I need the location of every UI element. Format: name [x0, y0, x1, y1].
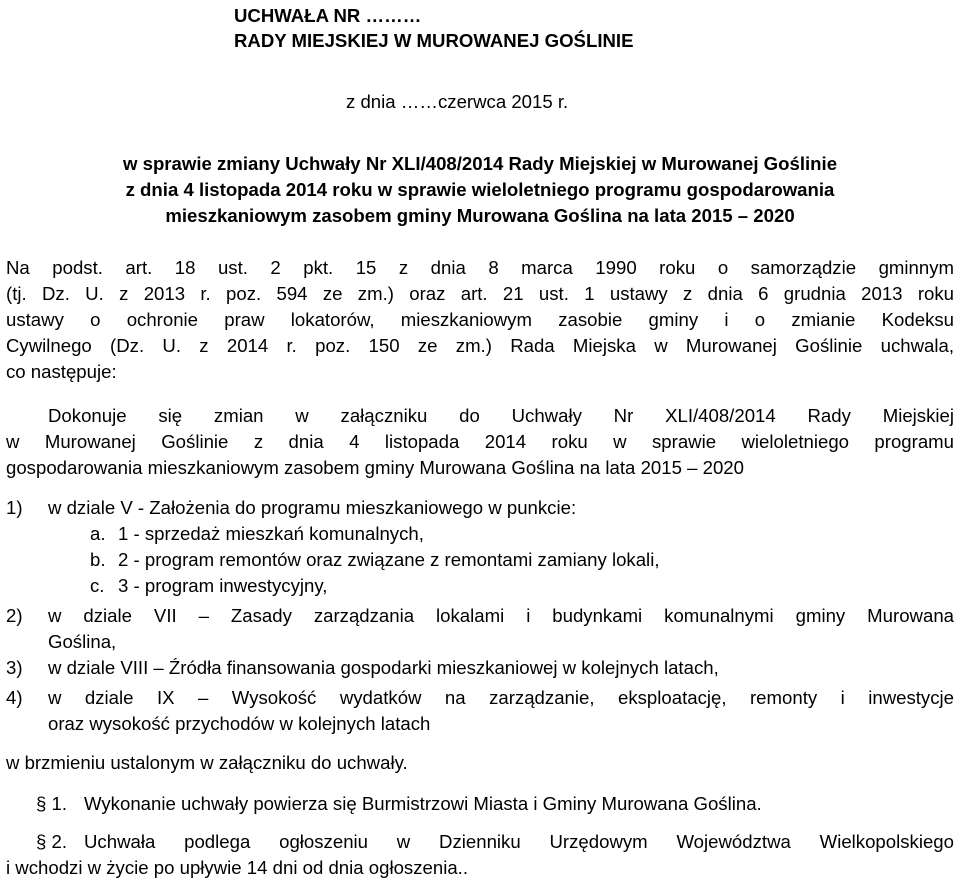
change-item-4-text: oraz wysokość przychodów w kolejnych latach [48, 713, 431, 734]
paragraph-2-sign: § 2. [36, 831, 68, 852]
intro-line: w Murowanej Goślinie z dnia 4 listopada 2014 roku w sprawie wieloletniego programu [6, 431, 954, 452]
subitem-text: 1 - sprzedaż mieszkań komunalnych, [118, 523, 424, 544]
wording-note: w brzmieniu ustalonym w załączniku do uchwały. [6, 752, 408, 773]
resolution-date: z dnia ……czerwca 2015 r. [346, 91, 569, 112]
subitem-text: 3 - program inwestycyjny, [118, 575, 328, 596]
legal-basis-line: Na podst. art. 18 ust. 2 pkt. 15 z dnia 8 marca 1990 roku o samorządzie gminnym [6, 257, 954, 278]
paragraph-2-text: i wchodzi w życie po upływie 14 dni od dnia ogłoszenia.. [6, 857, 469, 878]
resolution-number: UCHWAŁA NR ……… [234, 5, 422, 26]
paragraph-1-text: Wykonanie uchwały powierza się Burmistrzowi Miasta i Gminy Murowana Goślina. [84, 793, 762, 814]
subitem-text: 2 - program remontów oraz związane z remontami zamiany lokali, [118, 549, 660, 570]
paragraph-2-text: Uchwała podlega ogłoszeniu w Dzienniku Urzędowym Województwa Wielkopolskiego [84, 831, 954, 852]
change-item-2-number: 2) [6, 605, 23, 626]
change-item-3-number: 3) [6, 657, 23, 678]
intro-line: gospodarowania mieszkaniowym zasobem gminy Murowana Goślina na lata 2015 – 2020 [6, 457, 744, 478]
change-item-1-number: 1) [6, 497, 23, 518]
legal-basis-line: co następuje: [6, 361, 117, 382]
change-item-3-text: w dziale VIII – Źródła finansowania gospodarki mieszkaniowej w kolejnych latach, [48, 657, 719, 678]
paragraph-1-sign: § 1. [36, 793, 68, 814]
legal-basis-line: Cywilnego (Dz. U. z 2014 r. poz. 150 ze zm.) Rada Miejska w Murowanej Goślinie uchwala, [6, 335, 954, 356]
subitem-letter: b. [90, 549, 106, 570]
subject-line: z dnia 4 listopada 2014 roku w sprawie wieloletniego programu gospodarowania [125, 179, 835, 200]
change-item-4-number: 4) [6, 687, 23, 708]
change-item-2-text: Goślina, [48, 631, 117, 652]
change-item-2-text: w dziale VII – Zasady zarządzania lokalami i budynkami komunalnymi gminy Murowana [48, 605, 954, 626]
subitem-letter: a. [90, 523, 106, 544]
council-name: RADY MIEJSKIEJ W MUROWANEJ GOŚLINIE [234, 30, 634, 51]
subject-line: w sprawie zmiany Uchwały Nr XLI/408/2014 Rady Miejskiej w Murowanej Goślinie [122, 153, 838, 174]
subject-line: mieszkaniowym zasobem gminy Murowana Goślina na lata 2015 – 2020 [165, 205, 795, 226]
change-item-4-text: w dziale IX – Wysokość wydatków na zarządzanie, eksploatację, remonty i inwestycje [48, 687, 954, 708]
subitem-letter: c. [90, 575, 105, 596]
change-item-1-text: w dziale V - Założenia do programu mieszkaniowego w punkcie: [48, 497, 577, 518]
legal-basis-line: (tj. Dz. U. z 2013 r. poz. 594 ze zm.) oraz art. 21 ust. 1 ustawy z dnia 6 grudnia 2013 roku [6, 283, 954, 304]
intro-line: Dokonuje się zmian w załączniku do Uchwały Nr XLI/408/2014 Rady Miejskiej [48, 405, 954, 426]
legal-basis-line: ustawy o ochronie praw lokatorów, mieszkaniowym zasobie gminy i o zmianie Kodeksu [6, 309, 954, 330]
